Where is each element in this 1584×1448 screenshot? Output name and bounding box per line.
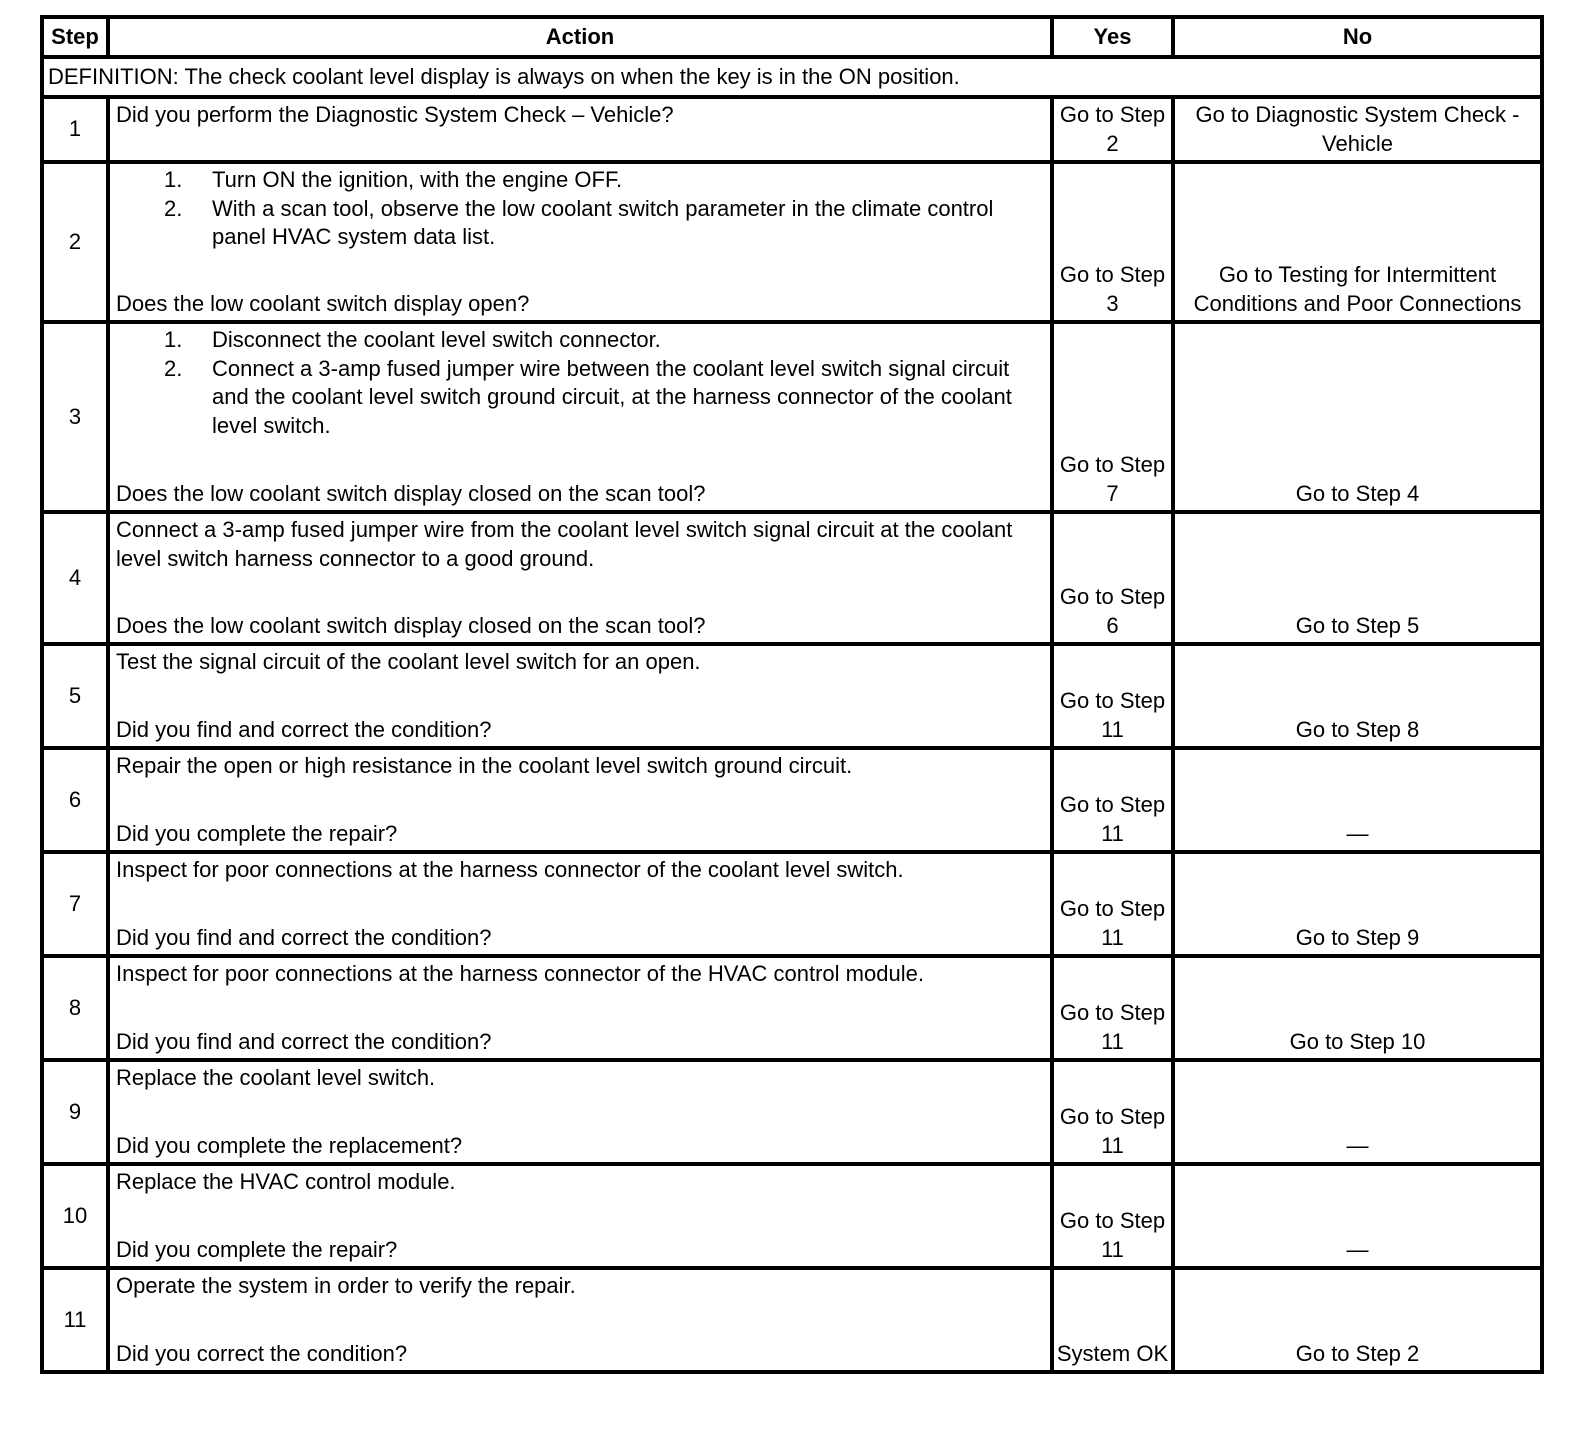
table-row (42, 322, 1542, 512)
table-row (42, 1060, 1542, 1164)
no-result: Go to Step 4 (1173, 322, 1542, 512)
action-cell (108, 1268, 1052, 1372)
table-row (42, 512, 1542, 644)
action-cell (108, 1164, 1052, 1268)
action-question: Did you complete the replacement? (116, 1132, 463, 1158)
step-number: 11 (42, 1268, 108, 1372)
header-yes: Yes (1052, 17, 1173, 57)
action-cell (108, 748, 1052, 852)
table-row (42, 1268, 1542, 1372)
instruction-item (116, 326, 1046, 355)
step-number: 9 (42, 1060, 108, 1164)
header-no: No (1173, 17, 1542, 57)
action-question: Did you find and correct the condition? (116, 1028, 492, 1054)
action-text: Replace the HVAC control module. (116, 1169, 456, 1194)
action-question: Did you complete the repair? (116, 1236, 398, 1262)
table-row (42, 852, 1542, 956)
definition-text: DEFINITION: The check coolant level display is always on when the key is in the ON position. (42, 57, 1542, 97)
action-text: Connect a 3-amp fused jumper wire from the coolant level switch signal circuit at the coolant level switch harness connector to a good ground. (116, 517, 1013, 571)
action-question: Does the low coolant switch display closed on the scan tool? (116, 480, 706, 506)
yes-result: Go to Step 3 (1052, 162, 1173, 322)
step-number: 6 (42, 748, 108, 852)
diagnostic-table (40, 15, 1544, 1374)
no-result: Go to Step 2 (1173, 1268, 1542, 1372)
action-text: Test the signal circuit of the coolant level switch for an open. (116, 649, 701, 674)
yes-result: Go to Step 11 (1052, 852, 1173, 956)
header-action: Action (108, 17, 1052, 57)
action-cell (108, 1060, 1052, 1164)
yes-result: System OK (1052, 1268, 1173, 1372)
action-question: Did you find and correct the condition? (116, 716, 492, 742)
action-text: Inspect for poor connections at the harness connector of the HVAC control module. (116, 961, 924, 986)
action-text: Inspect for poor connections at the harness connector of the coolant level switch. (116, 857, 904, 882)
action-cell (108, 162, 1052, 322)
table-row (42, 1164, 1542, 1268)
yes-result: Go to Step 11 (1052, 956, 1173, 1060)
action-cell (108, 956, 1052, 1060)
yes-result: Go to Step 11 (1052, 1060, 1173, 1164)
no-result: Go to Step 5 (1173, 512, 1542, 644)
step-number: 1 (42, 97, 108, 162)
yes-result: Go to Step 11 (1052, 748, 1173, 852)
no-result: Go to Step 8 (1173, 644, 1542, 748)
instruction-number: 2. (164, 355, 183, 381)
step-number: 4 (42, 512, 108, 644)
instruction-number: 1. (164, 327, 183, 352)
yes-result: Go to Step 7 (1052, 322, 1173, 512)
instruction-list (116, 166, 1046, 252)
instruction-text: Connect a 3-amp fused jumper wire between the coolant level switch signal circuit and the coolant level switch ground circuit, at the harness connector of the coolant level switch. (212, 355, 1012, 438)
step-number: 7 (42, 852, 108, 956)
action-cell (108, 852, 1052, 956)
instruction-list (116, 326, 1046, 440)
header-step: Step (42, 17, 108, 57)
no-result: — (1173, 1164, 1542, 1268)
table-row (42, 97, 1542, 162)
table-row (42, 748, 1542, 852)
action-text: Did you perform the Diagnostic System Check – Vehicle? (116, 102, 674, 127)
instruction-item (116, 195, 1046, 252)
instruction-number: 1. (164, 167, 183, 192)
table-row (42, 644, 1542, 748)
instruction-item (116, 166, 1046, 195)
instruction-text: Turn ON the ignition, with the engine OFF. (212, 167, 623, 192)
step-number: 8 (42, 956, 108, 1060)
table-row (42, 956, 1542, 1060)
no-result: Go to Step 10 (1173, 956, 1542, 1060)
instruction-number: 2. (164, 195, 183, 221)
yes-result: Go to Step 11 (1052, 644, 1173, 748)
definition-row (42, 57, 1542, 97)
action-question: Did you complete the repair? (116, 820, 398, 846)
action-question: Does the low coolant switch display closed on the scan tool? (116, 612, 706, 638)
action-question: Did you find and correct the condition? (116, 924, 492, 950)
header-row (42, 17, 1542, 57)
action-text: Replace the coolant level switch. (116, 1065, 436, 1090)
no-result: Go to Testing for Intermittent Conditions and Poor Connections (1173, 162, 1542, 322)
action-question: Did you correct the condition? (116, 1340, 408, 1366)
step-number: 5 (42, 644, 108, 748)
action-question: Does the low coolant switch display open? (116, 290, 530, 316)
step-number: 10 (42, 1164, 108, 1268)
action-text: Operate the system in order to verify the repair. (116, 1273, 576, 1298)
action-cell (108, 644, 1052, 748)
no-result: — (1173, 748, 1542, 852)
yes-result: Go to Step 11 (1052, 1164, 1173, 1268)
instruction-item (116, 355, 1046, 441)
no-result: — (1173, 1060, 1542, 1164)
no-result: Go to Diagnostic System Check - Vehicle (1173, 97, 1542, 162)
step-number: 2 (42, 162, 108, 322)
action-text: Repair the open or high resistance in the coolant level switch ground circuit. (116, 753, 853, 778)
instruction-text: Disconnect the coolant level switch connector. (212, 327, 661, 352)
no-result: Go to Step 9 (1173, 852, 1542, 956)
action-cell (108, 322, 1052, 512)
table-row (42, 162, 1542, 322)
yes-result: Go to Step 2 (1052, 97, 1173, 162)
step-number: 3 (42, 322, 108, 512)
action-cell (108, 512, 1052, 644)
action-cell (108, 97, 1052, 162)
instruction-text: With a scan tool, observe the low coolant switch parameter in the climate control panel HVAC system data list. (212, 195, 994, 249)
yes-result: Go to Step 6 (1052, 512, 1173, 644)
